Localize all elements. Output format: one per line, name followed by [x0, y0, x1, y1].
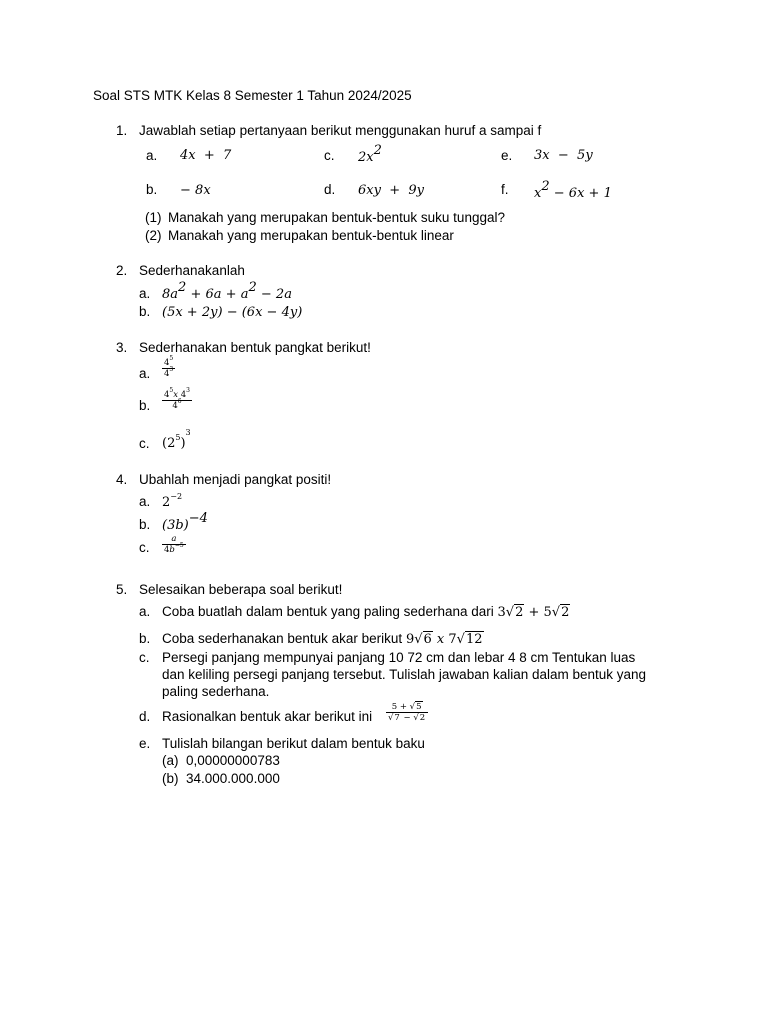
q2-b-expr: (5x + 2y) − (6x − 4y) [162, 305, 303, 320]
q3-number: 3. [116, 340, 128, 355]
q1-option-b-label: b. [146, 182, 158, 197]
q5-e-label: e. [139, 736, 151, 751]
q1-option-a-expr: 4x + 7 [180, 148, 232, 163]
q5-c-label: c. [139, 650, 150, 665]
q1-option-e-label: e. [501, 148, 513, 163]
q5-a-label: a. [139, 604, 151, 619]
q2-a-label: a. [139, 286, 151, 301]
q5-e-sub-a-value: 0,00000000783 [186, 753, 280, 768]
q4-b-label: b. [139, 517, 151, 532]
q3-c-label: c. [139, 436, 150, 451]
q3-c-expr: $(2^5)^3$ [162, 427, 191, 451]
q5-a-expr: 3√2 + 5√2 [497, 605, 570, 620]
q5-a-line [162, 604, 570, 621]
q4-b-expr: $(3b)^{-4}$ [162, 510, 208, 533]
q1-option-a-label: a. [146, 148, 158, 163]
q5-e-sub-b-value: 34.000.000.000 [186, 771, 280, 786]
q5-c-line1: Persegi panjang mempunyai panjang 10 72 cm dan lebar 4 8 cm Tentukan luas [162, 650, 636, 665]
q1-sub1-number: (1) [145, 210, 162, 225]
q5-d-text: Rasionalkan bentuk akar berikut ini [162, 709, 373, 724]
q3-b-fraction: $\frac{4^5x 4^3}{4^6}$ [164, 387, 190, 411]
q5-e-sub-b-number: (b) [162, 771, 179, 786]
q1-option-e-expr: 3x − 5y [534, 148, 593, 163]
q5-text: Selesaikan beberapa soal berikut! [139, 582, 343, 597]
q5-number: 5. [116, 582, 128, 597]
q1-option-f-expr: $x^2 - 6x + 1$ [534, 178, 612, 201]
q4-number: 4. [116, 472, 128, 487]
q1-option-f-label: f. [501, 182, 509, 197]
q1-option-d-label: d. [324, 182, 336, 197]
document-title: Soal STS MTK Kelas 8 Semester 1 Tahun 2024/2025 [93, 88, 412, 103]
q4-a-label: a. [139, 494, 151, 509]
q1-text: Jawablah setiap pertanyaan berikut menggunakan huruf a sampai f [139, 123, 542, 138]
q4-text: Ubahlah menjadi pangkat positi! [139, 472, 332, 487]
q5-c-line3: paling sederhana. [162, 684, 270, 699]
q3-a-fraction: $\frac{4^5}{4^3}$ [164, 355, 174, 379]
q2-number: 2. [116, 263, 128, 278]
q1-option-b-expr: − 8x [180, 183, 211, 198]
q5-b-line [162, 631, 484, 648]
q1-sub2-number: (2) [145, 228, 162, 243]
q5-e-sub-a-number: (a) [162, 753, 179, 768]
q5-b-label: b. [139, 631, 151, 646]
q1-option-d-expr: 6xy + 9y [358, 183, 425, 198]
q3-a-label: a. [139, 366, 151, 381]
q1-number: 1. [116, 123, 128, 138]
q2-a-expr: $8a^2 + 6a + a^2 - 2a$ [162, 279, 292, 302]
q5-b-text: Coba sederhanakan bentuk akar berikut [162, 631, 403, 646]
q5-e-text: Tulislah bilangan berikut dalam bentuk baku [162, 736, 425, 751]
q4-c-fraction: $\frac{a}{4b^{-5}}$ [164, 534, 184, 555]
q3-b-label: b. [139, 398, 151, 413]
q5-c-line2: dan keliling persegi panjang tersebut. Tulislah jawaban kalian dalam bentuk yang [162, 667, 647, 682]
q2-text: Sederhanakanlah [139, 263, 245, 278]
q3-text: Sederhanakan bentuk pangkat berikut! [139, 340, 371, 355]
q4-c-label: c. [139, 540, 150, 555]
q4-a-expr: $2^{-2}$ [162, 491, 183, 510]
q5-d-fraction: $\frac{5 + √5}{√7 - √2}$ [386, 702, 428, 723]
q1-option-c-expr: $2x^2$ [358, 142, 382, 165]
q1-sub1-text: Manakah yang merupakan bentuk-bentuk suku tunggal? [168, 210, 505, 225]
q5-d-label: d. [139, 709, 151, 724]
q1-sub2-text: Manakah yang merupakan bentuk-bentuk linear [168, 228, 454, 243]
q5-b-expr: 9√6 x 7√12 [405, 632, 483, 647]
q2-b-label: b. [139, 304, 151, 319]
q1-option-c-label: c. [324, 148, 335, 163]
q5-a-text: Coba buatlah dalam bentuk yang paling sederhana dari [162, 604, 494, 619]
